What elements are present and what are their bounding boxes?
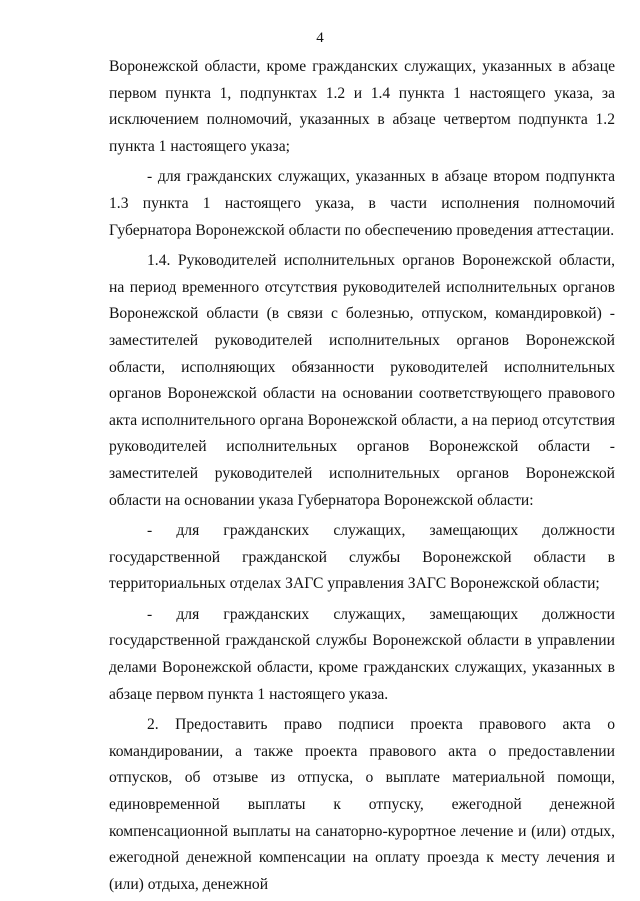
paragraph-dash-item: - для гражданских служащих, замещающих должности государственной гражданской службы Воронежской области в управлении делами Воронежской области, кроме гражданских служащих, указанных в абзаце первом пункта 1 настоящего указа.	[109, 605, 615, 703]
paragraph-dash-item: - для гражданских служащих, указанных в абзаце втором подпункта 1.3 пункта 1 настоящего указа, в части исполнения полномочий Губернатора Воронежской области по обеспечению проведения аттестации.	[109, 168, 615, 239]
page-number: 4	[316, 30, 324, 46]
paragraph-dash-item: - для гражданских служащих, замещающих должности государственной гражданской службы Воронежской области в территориальных отделах ЗАГС управления ЗАГС Воронежской области;	[109, 522, 615, 593]
paragraph-section-1-4: 1.4. Руководителей исполнительных органов Воронежской области, на период временного отсутствия руководителей исполнительных органов Воронежской области (в связи с болезнью, отпуском, командировкой) - заместителей руководителей исполнительных органов Воронежской области, исполняющих обязанности руководителей исполнительных органов Воронежской области на основании соответствующего правового акта исполнительного органа Воронежской области, а на период отсутствия руководителей исполнительных органов Воронежской области - заместителей руководителей исполнительных органов Воронежской области на основании указа Губернатора Воронежской области:	[109, 252, 615, 509]
paragraph-continuation: Воронежской области, кроме гражданских служащих, указанных в абзаце первом пункта 1, подпунктах 1.2 и 1.4 пункта 1 настоящего указа, за исключением полномочий, указанных в абзаце четвертом подпункта 1.2 пункта 1 настоящего указа;	[109, 58, 615, 155]
document-body	[109, 54, 615, 898]
paragraph-section-2: 2. Предоставить право подписи проекта правового акта о командировании, а также проекта правового акта о предоставлении отпусков, об отзыве из отпуска, о выплате материальной помощи, единовременной выплаты к отпуску, ежегодной денежной компенсационной выплаты на санаторно-курортное лечение и (или) отдых, ежегодной денежной компенсации на оплату проезда к месту лечения и (или) отдыха, денежной	[109, 716, 615, 893]
